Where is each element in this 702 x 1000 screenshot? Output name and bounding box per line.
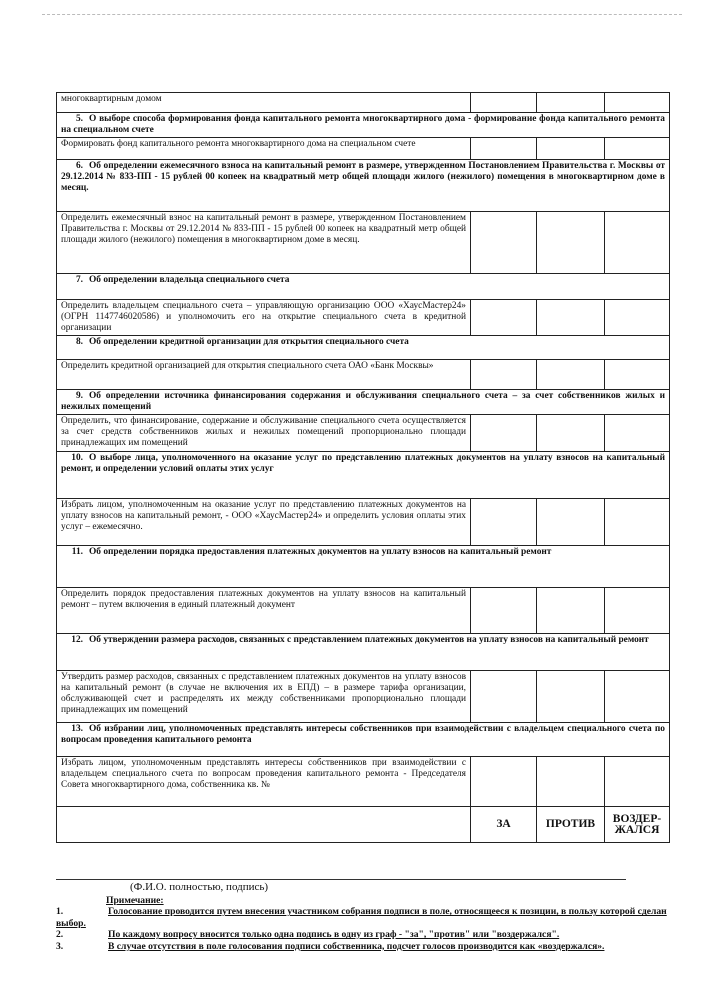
vote-for-cell[interactable] xyxy=(471,757,537,807)
question-title: Об определении источника финансирования содержания и обслуживания специального счета – за счет собственников жилых и нежилых помещений xyxy=(61,391,665,412)
vote-for-cell[interactable] xyxy=(471,138,537,160)
answer-row xyxy=(57,212,670,274)
resolution-text: Определить ежемесячный взнос на капитальный ремонт в размере, утвержденном Постановлением Правительства г. Москвы от 29.12.2014 № 833-ПП - 15 рублей 00 копеек на квадратный метр общей площади жилого (нежилого) помещения в многоквартирном доме в месяц. xyxy=(57,212,471,274)
note-item xyxy=(56,929,669,940)
question-row xyxy=(57,336,670,360)
question-row xyxy=(57,390,670,415)
vote-abstain-cell[interactable] xyxy=(605,360,670,390)
vote-against-cell[interactable] xyxy=(537,300,605,336)
note-text: В случае отсутствия в поле голосования подписи собственника, подсчет голосов производится как «воздержался». xyxy=(108,940,605,952)
vote-for-cell[interactable] xyxy=(471,415,537,452)
question-text xyxy=(57,113,670,138)
footer-empty-cell xyxy=(57,807,471,843)
question-row xyxy=(57,113,670,138)
signature-caption: (Ф.И.О. полностью, подпись) xyxy=(130,881,269,893)
vote-abstain-cell[interactable] xyxy=(605,757,670,807)
question-row xyxy=(57,634,670,671)
voting-table xyxy=(56,92,670,843)
note-number: 3. xyxy=(56,940,64,952)
vote-against-cell[interactable] xyxy=(537,360,605,390)
resolution-text: Определить владельцем специального счета – управляющую организацию ООО «ХаусМастер24» (ОГРН 1147746020586) и уполномочить его на открытие специального счета в кредитной организации xyxy=(57,300,471,336)
answer-row xyxy=(57,300,670,336)
question-number: 6. xyxy=(75,161,83,171)
vote-against-cell[interactable] xyxy=(537,212,605,274)
vote-abstain-cell[interactable] xyxy=(605,671,670,723)
resolution-text: Утвердить размер расходов, связанных с представлением платежных документов на уплату взносов на капитальный ремонт (в случае не включения их в ЕПД) – в размере тарифа организации, обслуживающей счет и распределять их между собственниками пропорционально площади принадлежащих им помещений xyxy=(57,671,471,723)
question-row xyxy=(57,546,670,588)
vote-for-cell[interactable] xyxy=(471,212,537,274)
answer-row xyxy=(57,93,670,113)
resolution-text: Формировать фонд капитального ремонта многоквартирного дома на специальном счете xyxy=(57,138,471,160)
notes-section xyxy=(56,895,669,952)
vote-abstain-cell[interactable] xyxy=(605,499,670,546)
question-text xyxy=(57,634,670,671)
question-row xyxy=(57,274,670,300)
note-number: 1. xyxy=(56,906,64,918)
notes-title: Примечание: xyxy=(106,895,164,906)
question-title: Об определении порядка предоставления платежных документов на уплату взносов на капитальный ремонт xyxy=(89,547,552,557)
question-title: О выборе лица, уполномоченного на оказание услуг по представлению платежных документов на уплату взносов на капитальный ремонт, и определении условий оплаты этих услуг xyxy=(61,453,665,474)
answer-row xyxy=(57,360,670,390)
page-top-edge-line xyxy=(42,14,682,15)
note-text: Голосование проводится путем внесения участником собрания подписи в поле, относящееся к позиции, в пользу которой сделан выбор. xyxy=(56,906,667,929)
note-text: По каждому вопросу вносится только одна подпись в одну из граф - "за", "против" или "воздержался". xyxy=(108,929,560,941)
question-number: 7. xyxy=(75,275,83,285)
resolution-text: многоквартирным домом xyxy=(57,93,471,113)
question-row xyxy=(57,723,670,757)
vote-against-label: ПРОТИВ xyxy=(537,807,605,843)
resolution-text: Определить кредитной организацией для открытия специального счета ОАО «Банк Москвы» xyxy=(57,360,471,390)
vote-for-label: ЗА xyxy=(471,807,537,843)
vote-options-header-row xyxy=(57,807,670,843)
vote-against-cell[interactable] xyxy=(537,138,605,160)
question-text xyxy=(57,274,670,300)
vote-for-cell[interactable] xyxy=(471,671,537,723)
question-text xyxy=(57,336,670,360)
vote-against-cell[interactable] xyxy=(537,499,605,546)
resolution-text: Избрать лицом, уполномоченным представлять интересы собственников при взаимодействии с владельцем специального счета по вопросам проведения капитального ремонта - Председателя Совета многоквартирного дома, собственника кв. № xyxy=(57,757,471,807)
vote-abstain-cell[interactable] xyxy=(605,588,670,634)
question-number: 10. xyxy=(71,453,83,463)
resolution-text: Избрать лицом, уполномоченным на оказание услуг по представлению платежных документов на уплату взносов на капитальный ремонт, - ООО «ХаусМастер24» и определить условия оплаты этих услуг – ежемесячно. xyxy=(57,499,471,546)
note-number: 2. xyxy=(56,929,64,941)
resolution-text: Определить, что финансирование, содержание и обслуживание специального счета осуществляется за счет средств собственников жилых и нежилых помещений пропорционально площади принадлежащих им помещений xyxy=(57,415,471,452)
question-text xyxy=(57,390,670,415)
vote-abstain-cell[interactable] xyxy=(605,415,670,452)
vote-for-cell[interactable] xyxy=(471,360,537,390)
vote-abstain-cell[interactable] xyxy=(605,300,670,336)
vote-abstain-label: ВОЗДЕР- ЖАЛСЯ xyxy=(605,807,670,843)
vote-for-cell[interactable] xyxy=(471,588,537,634)
vote-for-cell[interactable] xyxy=(471,93,537,113)
question-number: 11. xyxy=(71,547,83,557)
answer-row xyxy=(57,415,670,452)
vote-abstain-cell[interactable] xyxy=(605,138,670,160)
vote-abstain-cell[interactable] xyxy=(605,212,670,274)
vote-against-cell[interactable] xyxy=(537,588,605,634)
question-number: 5. xyxy=(75,114,83,124)
note-item xyxy=(56,906,669,929)
resolution-text: Определить порядок предоставления платежных документов на уплату взносов на капитальный ремонт – путем включения в единый платежный документ xyxy=(57,588,471,634)
vote-against-cell[interactable] xyxy=(537,671,605,723)
answer-row xyxy=(57,757,670,807)
question-row xyxy=(57,160,670,212)
question-number: 13. xyxy=(71,724,83,734)
question-text xyxy=(57,723,670,757)
question-title: О выборе способа формирования фонда капитального ремонта многоквартирного дома - формирование фонда капитального ремонта на специальном счете xyxy=(61,114,665,135)
question-text xyxy=(57,452,670,499)
answer-row xyxy=(57,499,670,546)
question-text xyxy=(57,160,670,212)
voting-table-body xyxy=(57,93,670,807)
question-number: 9. xyxy=(75,391,83,401)
vote-against-cell[interactable] xyxy=(537,757,605,807)
vote-against-cell[interactable] xyxy=(537,93,605,113)
answer-row xyxy=(57,671,670,723)
answer-row xyxy=(57,588,670,634)
vote-against-cell[interactable] xyxy=(537,415,605,452)
signature-line[interactable] xyxy=(56,879,626,880)
question-title: Об утверждении размера расходов, связанных с представлением платежных документов на уплату взносов на капитальный ремонт xyxy=(89,635,649,645)
vote-abstain-cell[interactable] xyxy=(605,93,670,113)
question-row xyxy=(57,452,670,499)
question-title: Об определении владельца специального счета xyxy=(89,275,290,285)
question-title: Об избрании лиц, уполномоченных представлять интересы собственников при взаимодействии с владельцем специального счета по вопросам проведения капитального ремонта xyxy=(61,724,665,745)
answer-row xyxy=(57,138,670,160)
question-text xyxy=(57,546,670,588)
question-title: Об определении кредитной организации для открытия специального счета xyxy=(89,337,409,347)
vote-for-cell[interactable] xyxy=(471,300,537,336)
question-number: 12. xyxy=(71,635,83,645)
question-title: Об определении ежемесячного взноса на капитальный ремонт в размере, утвержденном Постановлением Правительства г. Москвы от 29.12.2014 № 833-ПП - 15 рублей 00 копеек на квадратный метр общей площади жилого (нежилого) помещения в многоквартирном доме в месяц. xyxy=(61,161,665,193)
question-number: 8. xyxy=(75,337,83,347)
vote-for-cell[interactable] xyxy=(471,499,537,546)
note-item xyxy=(56,941,669,952)
